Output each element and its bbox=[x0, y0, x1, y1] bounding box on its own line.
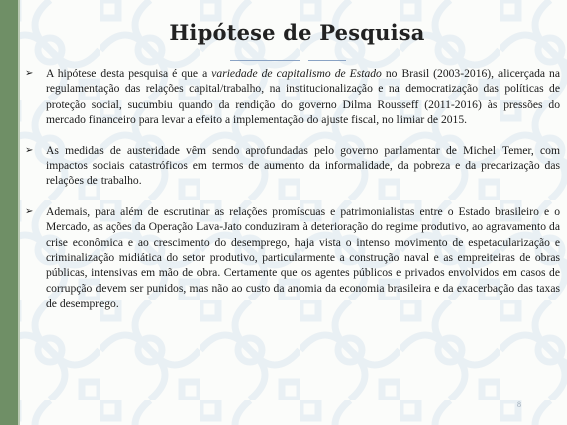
bullet-item bbox=[24, 66, 560, 128]
bullet-text: Ademais, para além de escrutinar as relações promíscuas e patrimonialistas entre o Estado brasileiro e o Mercado, as ações da Operação Lava-Jato conduziram à deterioração do regime produtivo, ao agravamento da crise econômica e ao crescimento do desemprego, haja vista o intenso movimento de espetacularização e criminalização midiática do setor produtivo, particularmente a construção naval e as empreiteiras de obras públicas, intensivas em mão de obra. Certamente que os agentes públicos e privados envolvidos em casos de corrupção devem ser punidos, mas não ao custo da anomia da economia brasileira e da exacerbação das taxas de desemprego. bbox=[46, 204, 560, 311]
left-accent-line bbox=[18, 0, 20, 425]
bullet-text-start: A hipótese desta pesquisa é que a bbox=[46, 67, 212, 80]
slide-title: Hipótese de Pesquisa bbox=[169, 20, 425, 45]
bullet-text-end: no Brasil (2003-2016), alicerçada na regulamentação das relações capital/trabalho, na institucionalização e na democratização das políticas de proteção social, sucumbiu quando da rendição do governo Dilma Rousseff (2011-2016) às pressões do mercado financeiro para levar a efeito a implementação do ajuste fiscal, no limiar de 2015. bbox=[46, 67, 560, 127]
bullet-text-emphasis: variedade de capitalismo de Estado bbox=[211, 67, 382, 80]
arrow-bullet-icon: ➢ bbox=[25, 205, 34, 217]
title-underline-right bbox=[308, 60, 346, 61]
bullet-item bbox=[24, 204, 560, 312]
bullet-text: As medidas de austeridade vêm sendo aprofundadas pelo governo parlamentar de Michel Temer, com impactos sociais catastróficos em termos de aumento da informalidade, da pobreza e da precarização das relações de trabalho. bbox=[46, 143, 560, 188]
arrow-bullet-icon: ➢ bbox=[25, 68, 34, 79]
left-accent-bar bbox=[0, 0, 18, 425]
arrow-bullet-icon: ➢ bbox=[25, 144, 34, 156]
bullet-item bbox=[24, 143, 560, 189]
title-underline-left bbox=[230, 60, 300, 61]
page-number: 8 bbox=[517, 400, 521, 409]
bullet-list bbox=[24, 66, 560, 327]
